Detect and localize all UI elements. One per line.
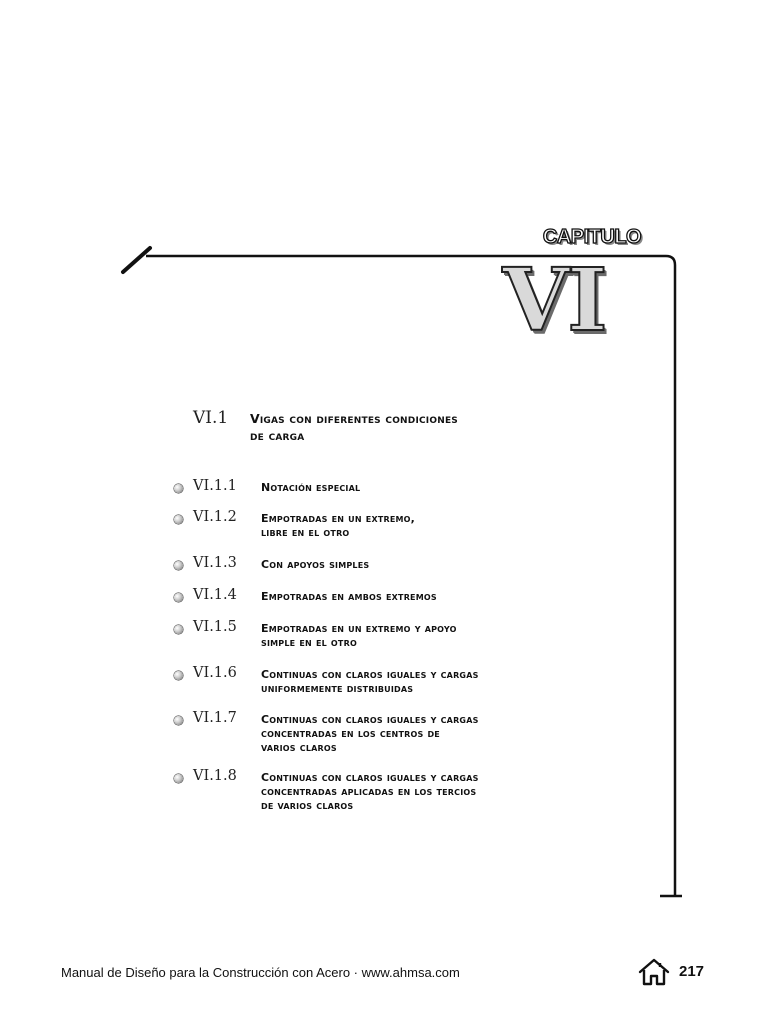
subsection-title-line: concentradas en los centros de [261,727,440,740]
subsection-number: VI.1.7 [193,710,237,726]
bullet-icon [174,515,183,524]
bullet-icon [174,484,183,493]
bullet-icon [174,716,183,725]
subsection-title [261,668,591,696]
subsection-title [261,713,591,755]
bullet-icon [174,625,183,634]
subsection-title [261,512,591,540]
section-title-line: de carga [250,428,305,443]
home-icon[interactable] [637,957,671,987]
subsection-number: VI.1.1 [193,478,237,494]
subsection-number: VI.1.3 [193,555,237,571]
bullet-icon [174,561,183,570]
section-title [250,410,580,444]
subsection-title-line: Con apoyos simples [261,558,370,571]
subsection-title [261,481,591,495]
frame-slash [123,248,150,272]
subsection-number: VI.1.4 [193,587,237,603]
subsection-title-line: varios claros [261,741,337,754]
subsection-number: VI.1.6 [193,665,237,681]
section-number: VI.1 [193,408,229,428]
chapter-number: VI [502,250,606,351]
subsection-title [261,590,591,604]
bullet-icon [174,774,183,783]
chapter-label: CAPITULO [542,226,642,248]
subsection-title-line: libre en el otro [261,526,350,539]
bullet-icon [174,593,183,602]
subsection-title [261,558,591,572]
subsection-title-line: Continuas con claros iguales y cargas [261,668,479,681]
subsection-title-line: Empotradas en un extremo, [261,512,416,525]
footer-text: Manual de Diseño para la Construcción con Acero · www.ahmsa.com [61,965,460,980]
subsection-title-line: de varios claros [261,799,354,812]
subsection-title-line: concentradas aplicadas en los tercios [261,785,477,798]
subsection-title-line: simple en el otro [261,636,357,649]
subsection-number: VI.1.2 [193,509,237,525]
subsection-title-line: uniformemente distribuidas [261,682,414,695]
subsection-title-line: Empotradas en un extremo y apoyo [261,622,457,635]
subsection-number: VI.1.8 [193,768,237,784]
subsection-title-line: Continuas con claros iguales y cargas [261,771,479,784]
subsection-title-line: Continuas con claros iguales y cargas [261,713,479,726]
subsection-number: VI.1.5 [193,619,237,635]
subsection-title-line: Notación especial [261,481,361,494]
section-title-line: Vigas con diferentes condiciones [250,411,458,426]
subsection-title [261,622,591,650]
subsection-title-line: Empotradas en ambos extremos [261,590,437,603]
bullet-icon [174,671,183,680]
subsection-title [261,771,591,813]
page-number: 217 [679,963,705,980]
